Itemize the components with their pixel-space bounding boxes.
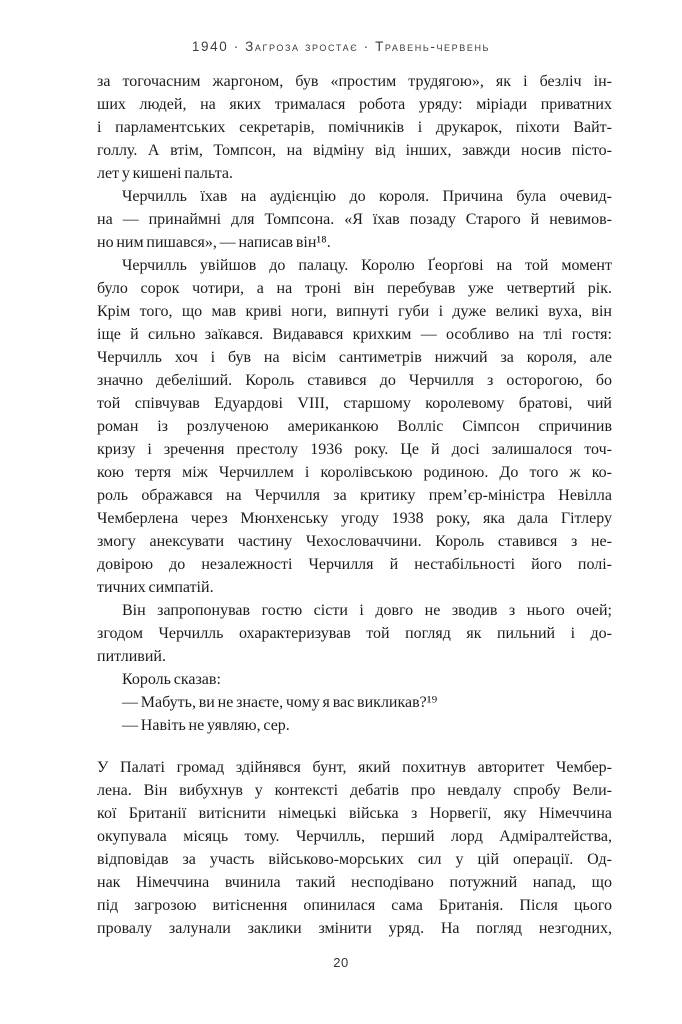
text-line: згодом Черчилль охарактеризував той погляд як пильний і до-: [97, 625, 612, 642]
paragraph-section-start: [97, 756, 612, 940]
text-line: значно дебеліший. Король ставився до Черчилля з осторогою, бо: [97, 372, 612, 389]
text-line: Черчилль увійшов до палацу. Королю Ґеорґові на той момент: [122, 257, 612, 274]
text-line: було сорок чотири, а на троні він перебував уже четвертий рік.: [97, 280, 612, 297]
text-line: Король сказав:: [122, 671, 221, 688]
text-line: тичних симпатій.: [97, 579, 214, 596]
text-line: Черчилль їхав на аудієнцію до короля. Причина була очевид-: [122, 188, 612, 205]
text-line: іще й сильно заїкався. Видавався крихким — особливо на тлі гостя:: [97, 326, 612, 343]
text-line: відповідав за участь військово-морських сил у цій операції. Од-: [97, 851, 612, 868]
text-line: Черчилль хоч і був на вісім сантиметрів нижчий за короля, але: [97, 349, 612, 366]
text-line: за тогочасним жаргоном, був «простим трудягою», як і безліч ін-: [97, 73, 612, 90]
text-line: роман із розлученою американкою Волліс Сімпсон спричинив: [97, 418, 612, 435]
text-line: но ним пишався», — написав він¹⁸.: [97, 234, 331, 251]
dialogue-line: [97, 714, 612, 737]
text-line: на — принаймні для Томпсона. «Я їхав позаду Старого й невимов-: [97, 211, 612, 228]
paragraph: [97, 668, 612, 691]
text-line: ших людей, на яких трималася робота уряду: міріади приватних: [97, 96, 612, 113]
text-line: Він запропонував гостю сісти і довго не зводив з нього очей;: [122, 602, 612, 619]
text-line: змогу анексувати частину Чехословаччини. Король ставився з не-: [97, 533, 612, 550]
text-line: той співчував Едуардові VIII, старшому королевому братові, чий: [97, 395, 612, 412]
text-line: кої Британії витіснити німецькі війська з Норвегії, яку Німеччина: [97, 805, 612, 822]
dialogue-line: [97, 691, 612, 714]
paragraph: [97, 599, 612, 668]
running-head: 1940 · Загроза зростає · Травень-червень: [191, 39, 491, 54]
text-line: окупувала місяць тому. Черчилль, перший лорд Адміралтейства,: [97, 828, 612, 845]
text-line: — Навіть не уявляю, сер.: [122, 717, 290, 734]
paragraph: [97, 254, 612, 599]
text-line: кризу і зречення престолу 1936 року. Це й досі залишалося точ-: [97, 441, 612, 458]
text-line: нак Німеччина вчинила такий несподівано потужний напад, що: [97, 874, 612, 891]
text-line: провалу залунали заклики змінити уряд. На погляд незгодних,: [97, 920, 612, 937]
text-line: кою тертя між Черчиллем і королівською родиною. До того ж ко-: [97, 464, 612, 481]
text-line: довірою до незалежності Черчилля й нестабільності його полі-: [97, 556, 612, 573]
paragraph-continuation: [97, 70, 612, 185]
text-line: під загрозою витіснення опинилася сама Британія. Після цього: [97, 897, 612, 914]
text-line: — Мабуть, ви не знаєте, чому я вас викликав?¹⁹: [122, 694, 438, 711]
page-number: 20: [333, 955, 349, 970]
text-line: У Палаті громад здійнявся бунт, який похитнув авторитет Чембер-: [97, 759, 612, 776]
text-line: питливий.: [97, 648, 166, 665]
text-line: і парламентських секретарів, помічників і друкарок, піхоти Вайт-: [97, 119, 612, 136]
text-line: лена. Він вибухнув у контексті дебатів про невдалу спробу Вели-: [97, 782, 612, 799]
text-line: Чемберлена через Мюнхенську угоду 1938 року, яка дала Гітлеру: [97, 510, 612, 527]
text-line: Крім того, що мав криві ноги, випнуті губи і дуже великі вуха, він: [97, 303, 612, 320]
page-body: [97, 70, 612, 940]
text-line: голлу. А втім, Томпсон, на відміну від інших, завжди носив пісто-: [97, 142, 612, 159]
text-line: лет у кишені пальта.: [97, 165, 234, 182]
paragraph: [97, 185, 612, 254]
text-line: роль ображався на Черчилля за критику прем’єр-міністра Невілла: [97, 487, 612, 504]
